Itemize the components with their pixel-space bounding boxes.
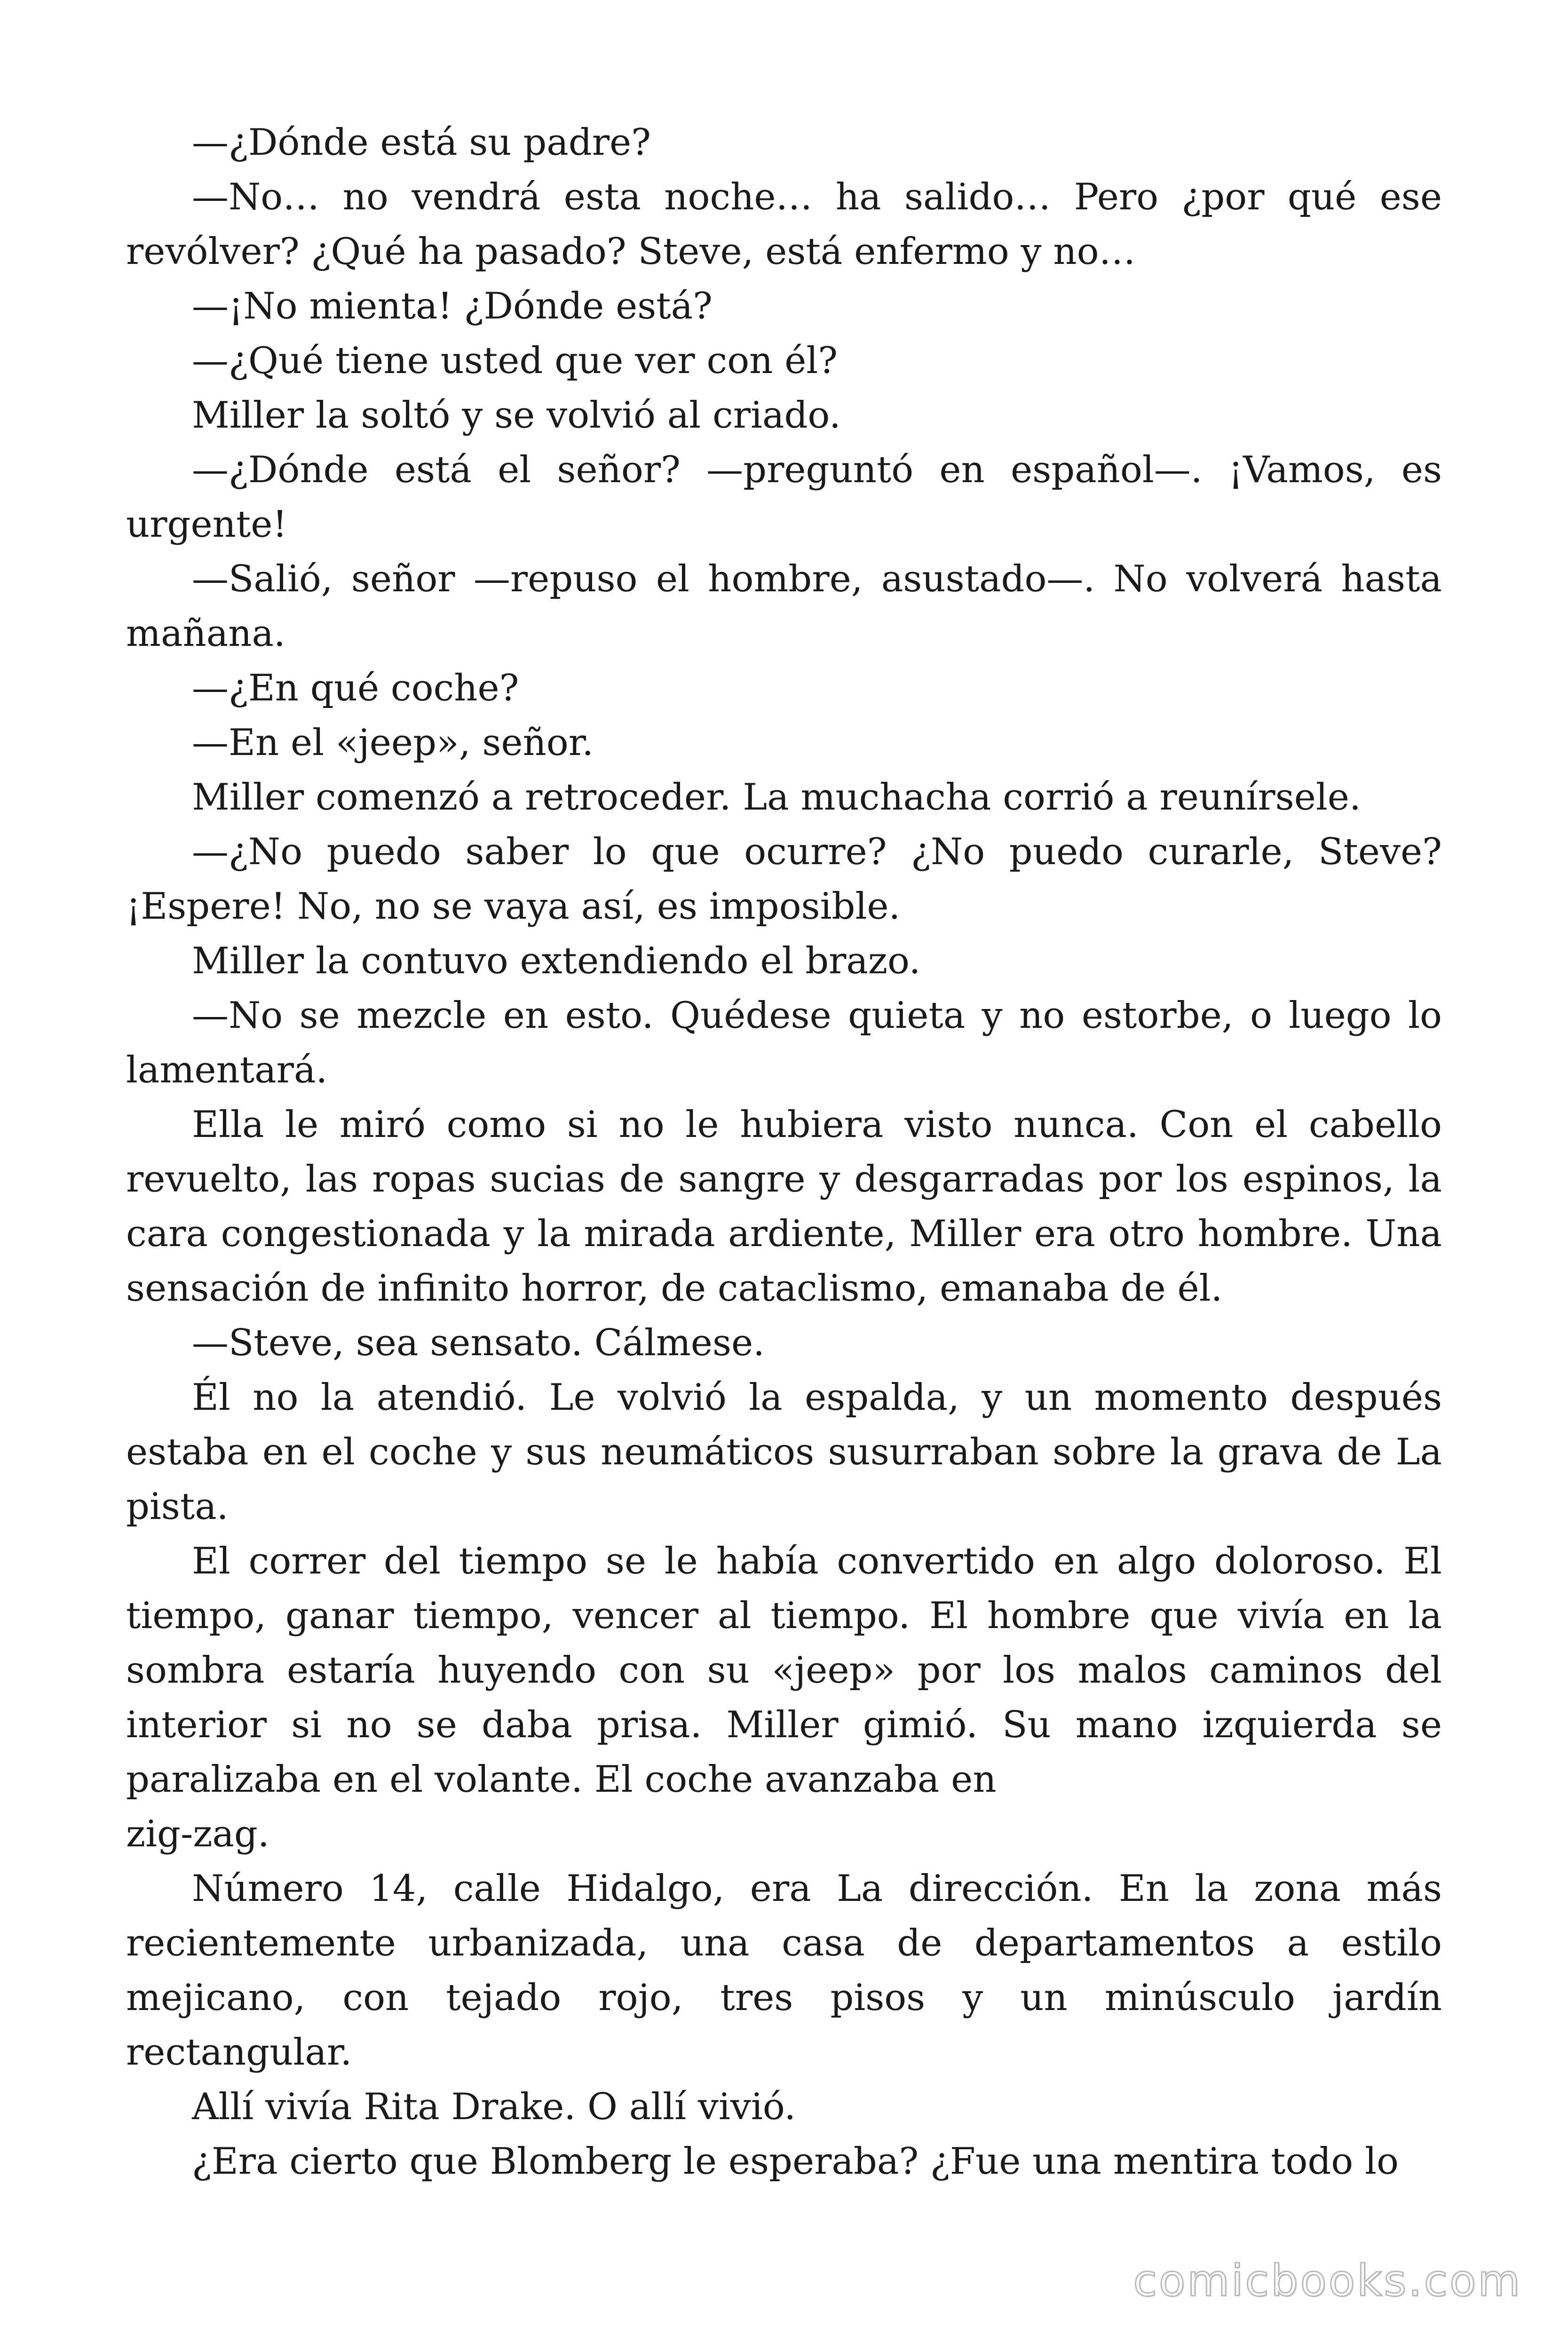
paragraph: —¿No puedo saber lo que ocurre? ¿No puedo curarle, Steve? ¡Espere! No, no se vaya así, es imposible. (126, 831, 1442, 928)
paragraph-continuation: zig-zag. (126, 1813, 269, 1855)
paragraph: El correr del tiempo se le había convertido en algo doloroso. El tiempo, ganar tiempo, vencer al tiempo. El hombre que vivía en la sombra estaría huyendo con su «jeep» por los malos caminos del interior si no se daba prisa. Miller gimió. Su mano izquierda se paralizaba en el volante. El coche avanzaba en (126, 1540, 1442, 1801)
paragraph: —¡No mienta! ¿Dónde está? (192, 285, 713, 327)
paragraph: —En el «jeep», señor. (192, 722, 594, 764)
paragraph: —¿Qué tiene usted que ver con él? (192, 340, 838, 382)
paragraph: —¿En qué coche? (192, 667, 519, 709)
paragraph: Miller la soltó y se volvió al criado. (192, 394, 841, 437)
paragraph: Miller comenzó a retroceder. La muchacha corrió a reunírsele. (192, 776, 1361, 818)
paragraph: ¿Era cierto que Blomberg le esperaba? ¿Fue una mentira todo lo (192, 2140, 1399, 2183)
paragraph: Número 14, calle Hidalgo, era La dirección. En la zona más recientemente urbanizada, una casa de departamentos a estilo mejicano, con tejado rojo, tres pisos y un minúsculo jardín rectangular. (126, 1867, 1442, 2074)
paragraph: —¿Dónde está su padre? (192, 121, 651, 164)
paragraph: Miller la contuvo extendiendo el brazo. (192, 940, 921, 982)
paragraph: Él no la atendió. Le volvió la espalda, y un momento después estaba en el coche y sus neumáticos susurraban sobre la grava de La pista. (126, 1376, 1442, 1528)
paragraph: —No… no vendrá esta noche… ha salido… Pero ¿por qué ese revólver? ¿Qué ha pasado? Steve, está enfermo y no… (126, 176, 1442, 273)
paragraph: —No se mezcle en esto. Quédese quieta y no estorbe, o luego lo lamentará. (126, 994, 1442, 1091)
paragraph: —Salió, señor —repuso el hombre, asustado—. No volverá hasta mañana. (126, 558, 1442, 655)
paragraph: —Steve, sea sensato. Cálmese. (192, 1322, 765, 1364)
paragraph: Allí vivía Rita Drake. O allí vivió. (192, 2086, 796, 2128)
watermark-logo: comicbooks.com (1133, 2256, 1522, 2306)
paragraph: Ella le miró como si no le hubiera visto nunca. Con el cabello revuelto, las ropas sucias de sangre y desgarradas por los espinos, la cara congestionada y la mirada ardiente, Miller era otro hombre. Una sensación de infinito horror, de cataclismo, emanaba de él. (126, 1104, 1442, 1310)
paragraph: —¿Dónde está el señor? —preguntó en español—. ¡Vamos, es urgente! (126, 449, 1442, 546)
body-text (126, 115, 1442, 2189)
